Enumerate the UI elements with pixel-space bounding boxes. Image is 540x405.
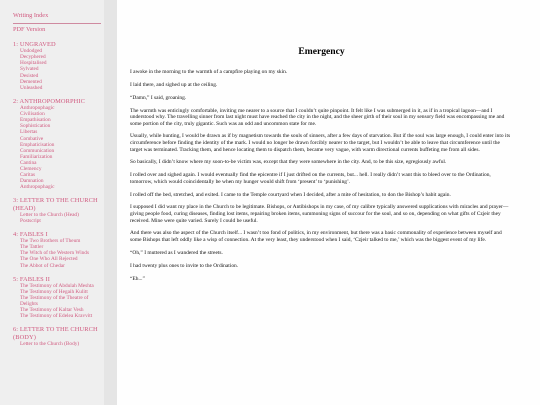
- article-paragraph: And there was also the aspect of the Church itself... I wasn’t too fond of politics, in my environment, but there was a basic commonality of experience between myself and some Bishops that left oddly like a wisp of connection. At the very least, they understood when I said, ‘Czjeir talked to me,’ which was the biggest event of my life.: [130, 230, 502, 243]
- section-item-link[interactable]: The Two Brothers of Theum: [20, 238, 81, 245]
- section-item-link[interactable]: Sylvated: [20, 66, 39, 73]
- section-item-link[interactable]: Letter to the Church (Head): [20, 211, 79, 218]
- article-paragraph: Usually, while hunting, I would be drawn as if by magnetism towards the souls of sinners, after a few days of starvation. But if the soul was large enough, I could enter into its circumference before finding the identity of the mark. I would no longer be drawn forcibly nearer to the target, but I wouldn’t be able to leave that circumference until the target was terminated. Tracking them, and hence locating them to dispatch them, became very vague, with warm directional currents buffeting me from all sides.: [130, 133, 511, 153]
- section-item-link[interactable]: Emphaticisation: [20, 141, 55, 148]
- section-item-link[interactable]: The Tattler: [20, 244, 44, 251]
- section-title[interactable]: 3: LETTER TO THE CHURCH (HEAD): [13, 197, 98, 212]
- article-paragraph: I awoke in the morning to the warmth of a campfire playing on my skin.: [130, 69, 288, 75]
- pdf-version-link[interactable]: PDF Version: [13, 26, 46, 33]
- section-item-link[interactable]: Clemency: [20, 166, 42, 172]
- section-item-link[interactable]: Desisted: [20, 72, 39, 79]
- article-paragraph: I laid there, and sighed up at the ceiling.: [130, 81, 218, 88]
- section-item-link[interactable]: The Witch of the Western Winds: [20, 250, 90, 257]
- section-item-link[interactable]: The Testimony of Edelea Kravvitt: [20, 313, 93, 320]
- section-item-link[interactable]: Empathisation: [20, 117, 51, 124]
- section-item-link[interactable]: The Testimony of Kaltar Vesh: [20, 307, 84, 314]
- section-item-link[interactable]: Sophistication: [20, 123, 51, 130]
- section-title[interactable]: 5: FABLES II: [13, 275, 50, 283]
- section-title[interactable]: 6: LETTER TO THE CHURCH (BODY): [13, 326, 98, 341]
- section-item-link[interactable]: Demented: [20, 78, 42, 85]
- article-paragraph: “Oh,” I muttered as I wandered the streets.: [130, 249, 223, 256]
- article-page: [117, 0, 540, 405]
- section-item-link[interactable]: Anthropophagic: [20, 184, 55, 191]
- article-paragraph: “Damn,” I said, groaning.: [130, 94, 187, 101]
- article-paragraph: “Eh...”: [130, 275, 145, 282]
- section-item-link[interactable]: Anthropophagic: [20, 105, 55, 112]
- section-title[interactable]: 2: ANTHROPOMORPHIC: [13, 97, 85, 105]
- section-item-link[interactable]: Undodged: [20, 48, 43, 55]
- section-item-link[interactable]: Hospitalised: [20, 60, 47, 67]
- section-item-link[interactable]: Unleashed: [20, 84, 43, 91]
- article-content: [117, 0, 513, 282]
- section-item-link[interactable]: Libertas: [20, 129, 38, 136]
- article-paragraph: I had twenty plus ones to invite to the Ordination.: [130, 262, 239, 269]
- section-item-link[interactable]: Letter to the Church (Body): [20, 340, 80, 347]
- section-item-link[interactable]: Cantina: [20, 159, 37, 166]
- article-title: Emergency: [298, 46, 345, 57]
- section-item-link[interactable]: The Testimony of the Theatre of Delights: [20, 295, 89, 308]
- section-item-link[interactable]: Damnation: [20, 178, 44, 185]
- section-title[interactable]: 4: FABLES I: [13, 230, 48, 238]
- section-item-link[interactable]: The Testimony of Hegaih Kulitt: [20, 288, 88, 295]
- section-title[interactable]: 1: UNGRAVED: [13, 41, 56, 48]
- section-item-link[interactable]: The Testimony of Abdulah Meshta: [20, 282, 94, 289]
- article-body: [130, 69, 513, 282]
- section-item-link[interactable]: Combative: [20, 135, 44, 142]
- section-list: [13, 41, 104, 347]
- divider: [13, 23, 101, 24]
- section-item-link[interactable]: Communication: [20, 147, 55, 154]
- section-item-link[interactable]: The Abbot of Chedar: [20, 262, 65, 269]
- article-paragraph: I rolled off the bed, stretched, and exited. I came to the Temple courtyard when I decided, after a mite of hesitation, to don the Bishop’s habit again.: [130, 191, 451, 198]
- article-paragraph: I supposed I did want my place in the Church to be legitimate. Bishops, or Antibishops in my case, of my calibre typically answered supplications with miracles and prayer—giving people food, curing diseases, finding lost items, repairing broken items, summoning signs of succour for the soul, and so on, depending on what gifts of Czjeir they received. Mine were quite varied. Surely I could be useful.: [130, 204, 509, 224]
- writing-index-link[interactable]: Writing Index: [13, 12, 49, 19]
- article-paragraph: I rolled over and sighed again. I would eventually find the epicentre if I just drifted on the currents, but... hell. I really didn’t want this to bleed over to the Ordination, tomorrow, which would coincidentally be when my hunger would shift from ‘present’ to ‘punishing’.: [130, 172, 491, 185]
- section-item-link[interactable]: Civilisation: [20, 111, 45, 118]
- section-item-link[interactable]: Postscript: [20, 217, 41, 224]
- section-item-link[interactable]: The One Who All Rejected: [20, 256, 78, 263]
- article-paragraph: The warmth was enticingly comfortable, inviting me nearer to a source that I couldn’t quite pinpoint. It felt like I was submerged in it, as if in a tropical lagoon—and I understood why. The travelling sinner from last night must have reached the city in the night, and the sheer girth of their soul in my sensory field was encompassing me and some portion of the city, truly gigantic. Such was an odd and uncommon state for me.: [130, 107, 505, 127]
- section-item-link[interactable]: Familiarization: [20, 153, 53, 160]
- section-item-link[interactable]: Caritas: [20, 172, 36, 179]
- sidebar-nav: [0, 0, 104, 405]
- section-item-link[interactable]: Decyphered: [20, 54, 46, 61]
- article-paragraph: So basically, I didn’t know where my soon-to-be victim was, except that they were somewhere in the city. And, to be this size, egregiously awful.: [130, 159, 447, 166]
